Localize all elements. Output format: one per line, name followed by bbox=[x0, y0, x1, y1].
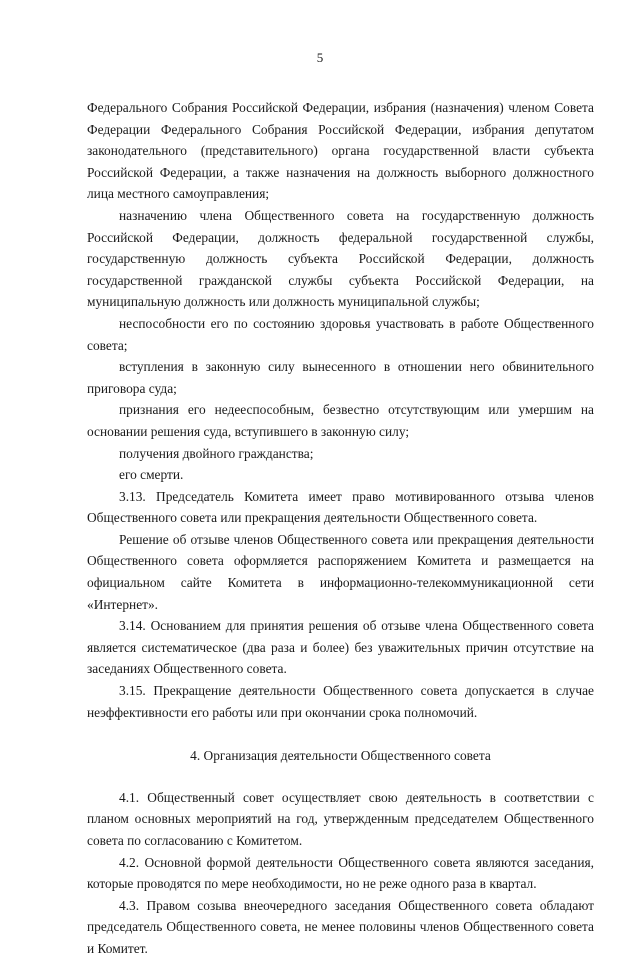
section-title: 4. Организация деятельности Общественного совета bbox=[190, 748, 491, 764]
paragraph-4-1: 4.1. Общественный совет осуществляет свою деятельность в соответствии с планом основных мероприятий на год, утвержденным председателем Общественного совета по согласованию с Комитетом. bbox=[87, 789, 594, 848]
paragraph: вступления в законную силу вынесенного в отношении него обвинительного приговора суда; bbox=[87, 359, 594, 396]
paragraph-3-15: 3.15. Прекращение деятельности Общественного совета допускается в случае неэффективности его работы или при окончании срока полномочий. bbox=[87, 683, 594, 720]
paragraph: получения двойного гражданства; bbox=[119, 445, 314, 461]
document-body bbox=[87, 97, 594, 960]
page-number: 5 bbox=[316, 50, 324, 65]
paragraph: назначению члена Общественного совета на государственную должность Российской Федерации, должность федеральной государственной службы, государственную должность субъекта Российской Федерации, должность государственной гражданской службы субъекта Российской Федерации, на муниципальную должность или должность муниципальной службы; bbox=[87, 207, 594, 310]
paragraph: признания его недееспособным, безвестно отсутствующим или умершим на основании решения суда, вступившего в законную силу; bbox=[87, 402, 594, 439]
paragraph-4-3: 4.3. Правом созыва внеочередного заседания Общественного совета обладают председатель Общественного совета, не менее половины членов Общественного совета и Комитет. bbox=[87, 897, 594, 956]
paragraph-3-13: 3.13. Председатель Комитета имеет право мотивированного отзыва членов Общественного совета или прекращения деятельности Общественного совета. bbox=[87, 488, 594, 526]
paragraph-4-2: 4.2. Основной формой деятельности Общественного совета являются заседания, которые проводятся по мере необходимости, но не реже одного раза в квартал. bbox=[87, 854, 594, 892]
paragraph: его смерти. bbox=[119, 467, 184, 483]
paragraph: Решение об отзыве членов Общественного совета или прекращения деятельности Общественного совета оформляется распоряжением Комитета и размещается на официальном сайте Комитета в информационно-телекоммуникационной сети «Интернет». bbox=[87, 531, 594, 612]
paragraph-3-14: 3.14. Основанием для принятия решения об отзыве члена Общественного совета является систематическое (два раза и более) без уважительных причин отсутствие на заседаниях Общественного совета. bbox=[87, 618, 594, 677]
paragraph: Федерального Собрания Российской Федерации, избрания (назначения) членом Совета Федерации Федерального Собрания Российской Федерации, избрания депутатом законодательного (представительного) органа государственной власти субъекта Российской Федерации, а также назначения на должность выборного должностного лица местного самоуправления; bbox=[87, 100, 594, 202]
paragraph: неспособности его по состоянию здоровья участвовать в работе Общественного совета; bbox=[87, 315, 594, 353]
